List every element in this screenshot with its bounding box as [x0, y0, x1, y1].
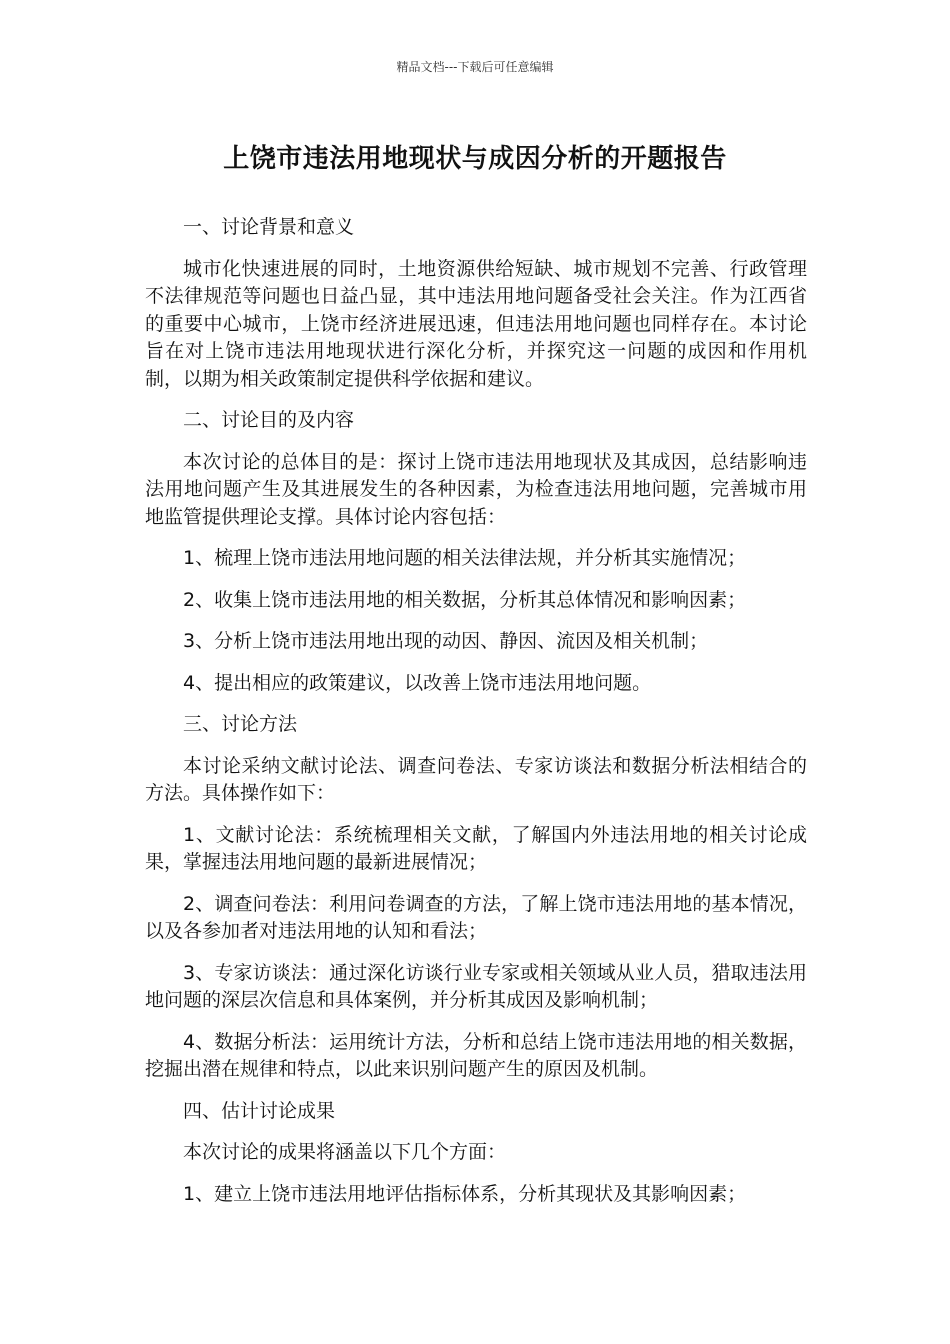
- document-title: 上饶市违法用地现状与成因分析的开题报告: [223, 144, 727, 174]
- list-item: 1、文献讨论法：系统梳理相关文献，了解国内外违法用地的相关讨论成果，掌握违法用地问题的最新进展情况；: [145, 823, 807, 873]
- paragraph-methods: 本讨论采纳文献讨论法、调查问卷法、专家访谈法和数据分析法相结合的方法。具体操作如下：: [145, 754, 807, 804]
- document-body: [145, 214, 807, 1222]
- section-heading-purpose: 二、讨论目的及内容: [183, 409, 355, 431]
- header-note: 精品文档---下载后可任意编辑: [396, 60, 554, 74]
- paragraph-results: 本次讨论的成果将涵盖以下几个方面：: [183, 1141, 507, 1163]
- section-heading-results: 四、估计讨论成果: [183, 1099, 336, 1122]
- list-item: 3、专家访谈法：通过深化访谈行业专家或相关领域从业人员，猎取违法用地问题的深层次信息和具体案例，并分析其成因及影响机制；: [145, 961, 807, 1011]
- list-item: 1、建立上饶市违法用地评估指标体系，分析其现状及其影响因素；: [183, 1182, 747, 1205]
- list-item: 4、数据分析法：运用统计方法，分析和总结上饶市违法用地的相关数据，挖掘出潜在规律和特点，以此来识别问题产生的原因及机制。: [145, 1030, 807, 1080]
- list-item: 4、提出相应的政策建议，以改善上饶市违法用地问题。: [183, 671, 652, 694]
- list-item: 1、梳理上饶市违法用地问题的相关法律法规，并分析其实施情况；: [183, 547, 747, 569]
- paragraph-purpose: 本次讨论的总体目的是：探讨上饶市违法用地现状及其成因，总结影响违法用地问题产生及其进展发生的各种因素，为检查违法用地问题，完善城市用地监管提供理论支撑。具体讨论内容包括：: [145, 450, 807, 528]
- list-item: 3、分析上饶市违法用地出现的动因、静因、流因及相关机制；: [183, 630, 709, 652]
- list-item: 2、调查问卷法：利用问卷调查的方法，了解上饶市违法用地的基本情况，以及各参加者对违法用地的认知和看法；: [145, 892, 807, 942]
- list-item: 2、收集上饶市违法用地的相关数据，分析其总体情况和影响因素；: [183, 588, 747, 611]
- paragraph-background: 城市化快速进展的同时，土地资源供给短缺、城市规划不完善、行政管理不法律规范等问题也日益凸显，其中违法用地问题备受社会关注。作为江西省的重要中心城市，上饶市经济进展迅速，但违法用地问题也同样存在。本讨论旨在对上饶市违法用地现状进行深化分析，并探究这一问题的成因和作用机制，以期为相关政策制定提供科学依据和建议。: [145, 257, 807, 390]
- section-heading-background: 一、讨论背景和意义: [183, 216, 355, 238]
- section-heading-methods: 三、讨论方法: [183, 713, 298, 735]
